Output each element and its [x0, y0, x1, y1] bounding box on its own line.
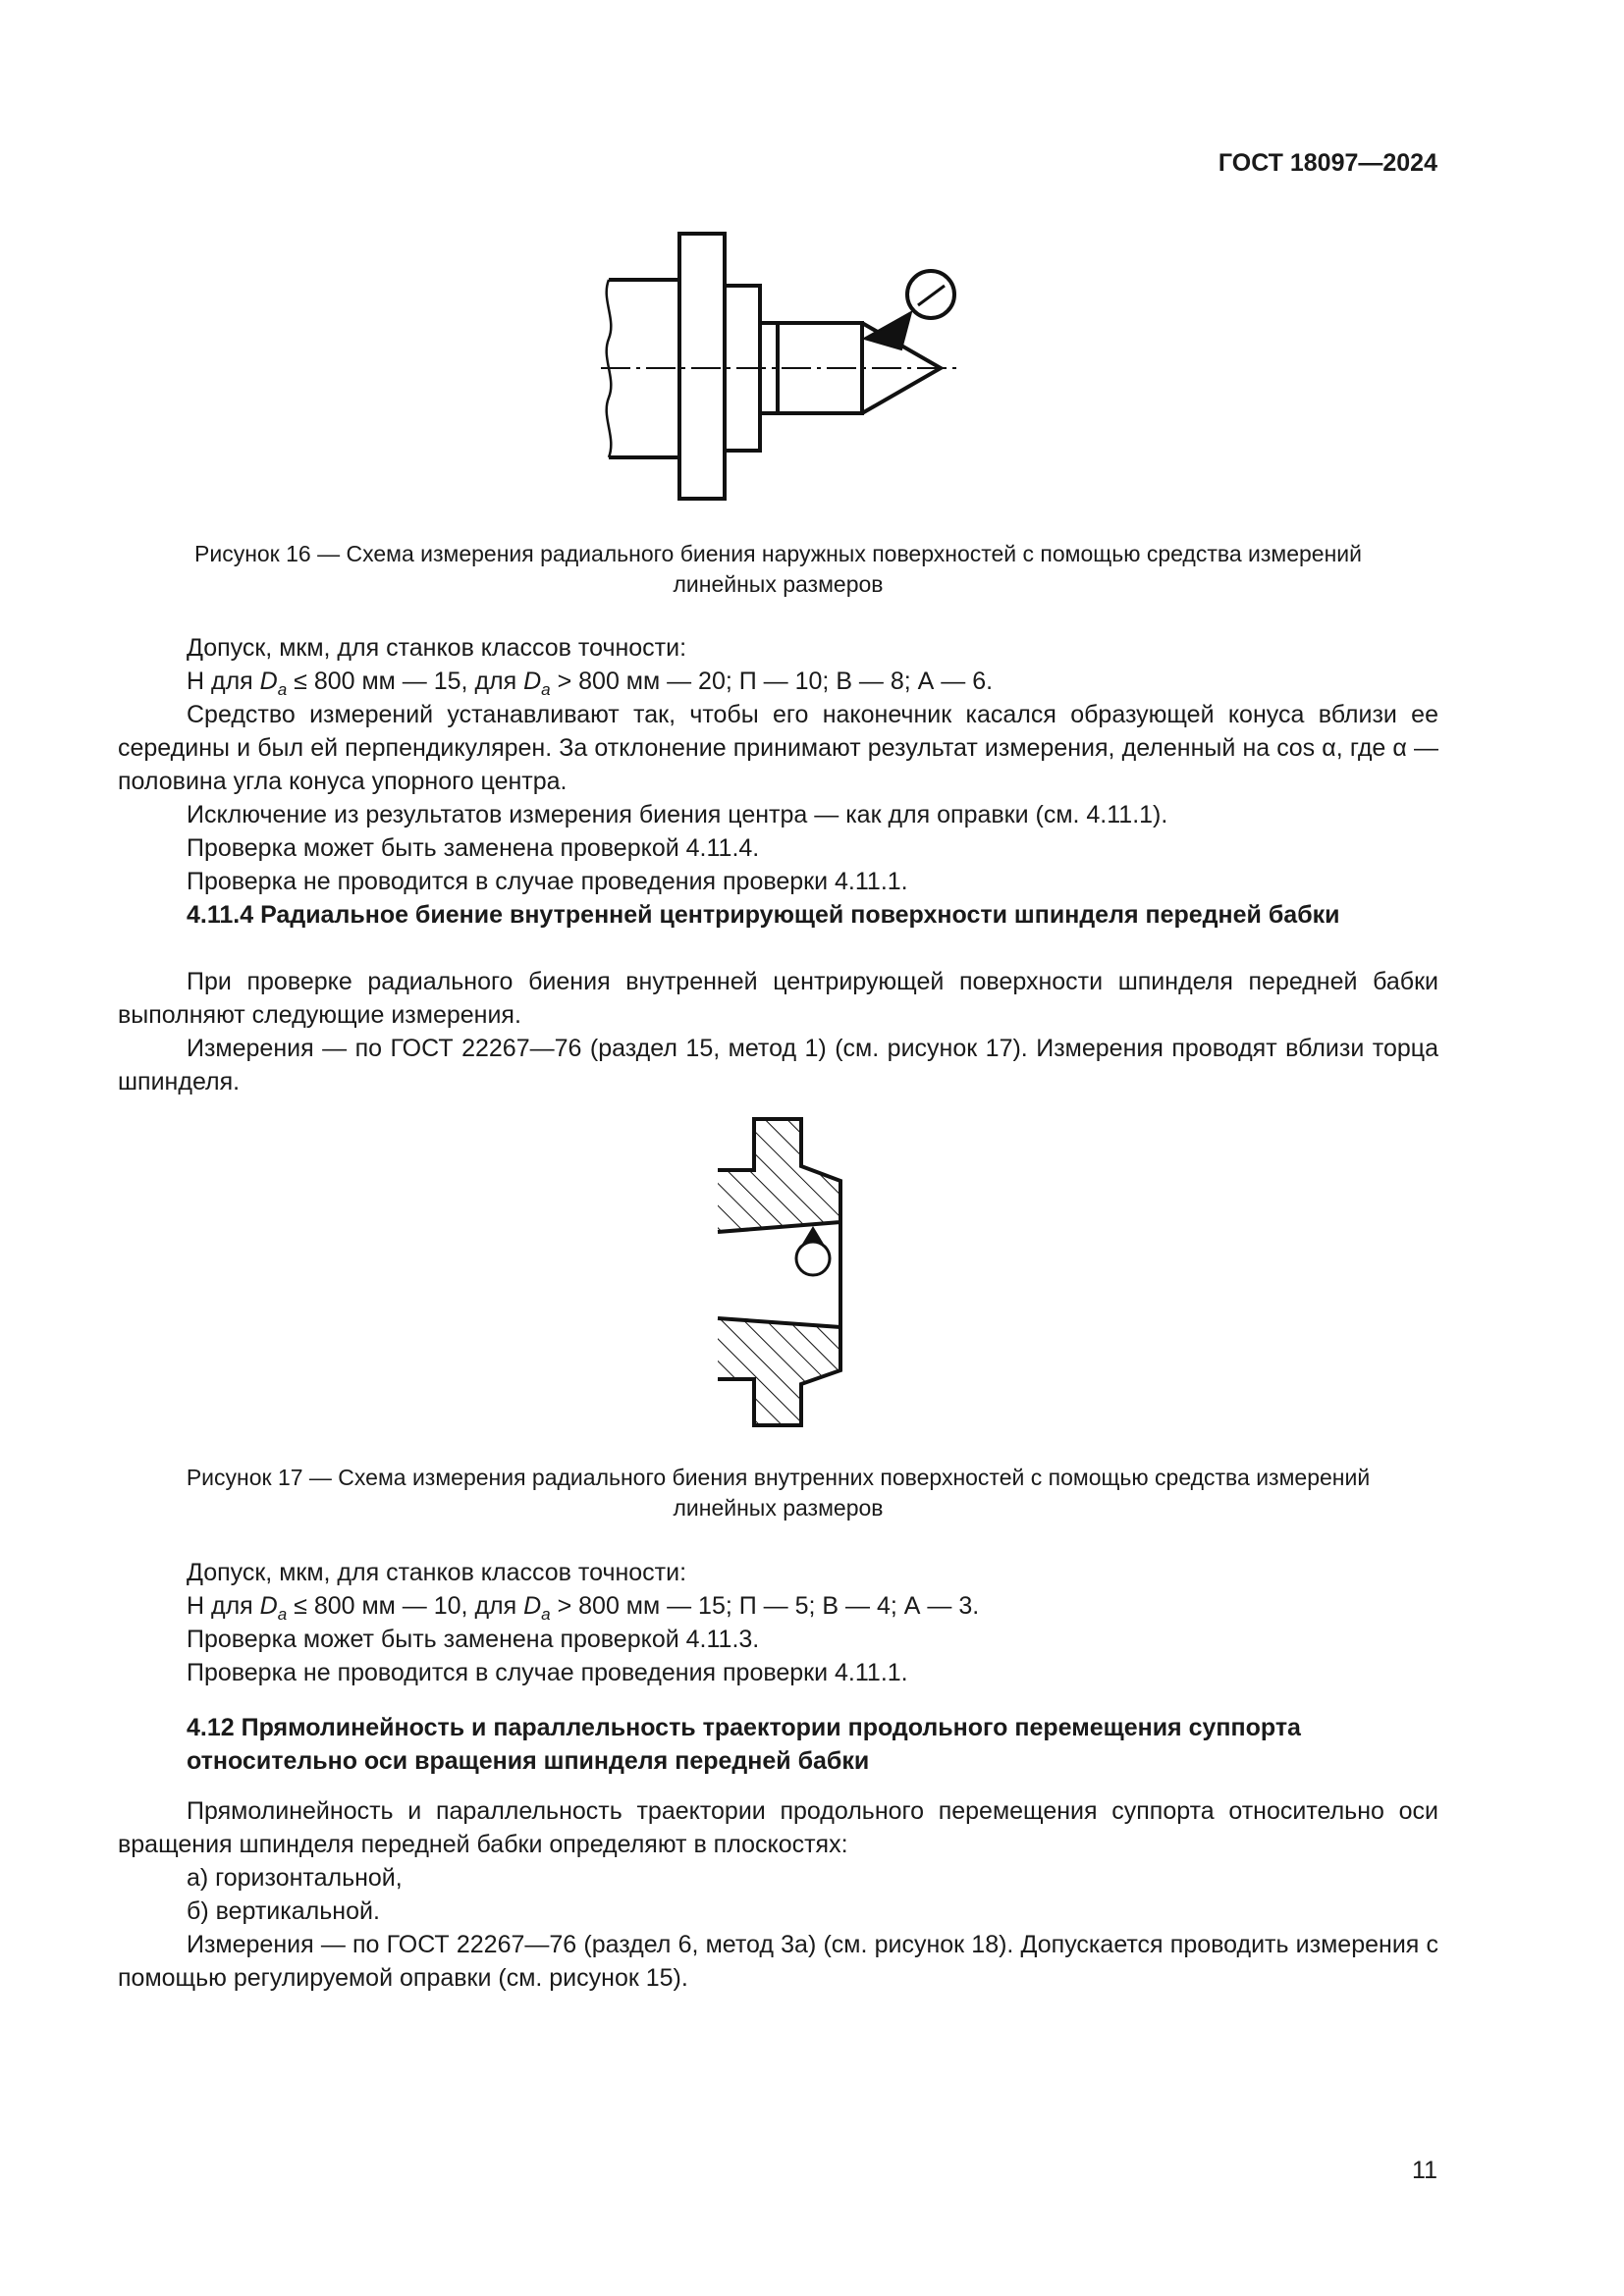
list-item-a: а) горизонтальной, — [187, 1864, 403, 1892]
tolerance-intro-1: Допуск, мкм, для станков классов точности: — [187, 634, 687, 662]
not-performed-line-1: Проверка не проводится в случае проведения проверки 4.11.1. — [187, 868, 908, 895]
tolerance-values-2: Н для $D_a \le 800$ мм — 10, для $D_a > 800$ мм — 15; П — 5; В — 4; А — 3. — [187, 1592, 980, 1624]
replace-line-1: Проверка может быть заменена проверкой 4.11.4. — [187, 834, 760, 862]
not-performed-line-2: Проверка не проводится в случае проведения проверки 4.11.1. — [187, 1659, 908, 1686]
tolerance-intro-2: Допуск, мкм, для станков классов точности: — [187, 1559, 687, 1586]
section-4-11-4-para1: При проверке радиального биения внутренней центрирующей поверхности шпинделя передней бабки выполняют следующие измерения. — [118, 968, 1438, 1029]
page-number: 11 — [1412, 2157, 1437, 2184]
figure-16-caption-line1: Рисунок 16 — Схема измерения радиального биения наружных поверхностей с помощью средства измерений — [194, 541, 1362, 566]
section-4-11-4-para2: Измерения — по ГОСТ 22267—76 (раздел 15, метод 1) (см. рисунок 17). Измерения проводят вблизи торца шпинделя. — [118, 1035, 1438, 1095]
section-4-12-para1: Прямолинейность и параллельность траектории продольного перемещения суппорта относительно оси вращения шпинделя передней бабки определяют в плоскостях: — [118, 1797, 1438, 1858]
instrument-paragraph: Средство измерений устанавливают так, чтобы его наконечник касался образующей конуса вблизи ее середины и был ей перпендикулярен. За отклонение принимают результат измерения, деленный на cos α, где α — половина угла конуса упорного центра. — [118, 701, 1438, 795]
exclusion-line: Исключение из результатов измерения биения центра — как для оправки (см. 4.11.1). — [187, 801, 1168, 828]
heading-4-11-4: 4.11.4 Радиальное биение внутренней центрирующей поверхности шпинделя передней бабки — [187, 901, 1340, 929]
list-item-b: б) вертикальной. — [187, 1897, 380, 1925]
figure-17-drawing — [687, 1109, 874, 1433]
figure-16-caption-line2: линейных размеров — [673, 571, 884, 597]
document-header: ГОСТ 18097—2024 — [1218, 149, 1437, 177]
section-4-12-para2: Измерения — по ГОСТ 22267—76 (раздел 6, метод 3а) (см. рисунок 18). Допускается проводить измерения с помощью регулируемой оправки (см. рисунок 15). — [118, 1931, 1438, 1992]
replace-line-2: Проверка может быть заменена проверкой 4.11.3. — [187, 1626, 760, 1653]
heading-4-12: 4.12 Прямолинейность и параллельность траектории продольного перемещения суппорта относительно оси вращения шпинделя передней бабки — [187, 1714, 1301, 1775]
figure-17-caption-line1: Рисунок 17 — Схема измерения радиального биения внутренних поверхностей с помощью средства измерений — [186, 1465, 1371, 1490]
figure-16-drawing — [589, 226, 982, 510]
tolerance-values-1: Н для $D_a \le 800$ мм — 15, для $D_a > 800$ мм — 20; П — 10; В — 8; А — 6. — [187, 667, 994, 699]
figure-17-caption-line2: линейных размеров — [673, 1495, 884, 1521]
